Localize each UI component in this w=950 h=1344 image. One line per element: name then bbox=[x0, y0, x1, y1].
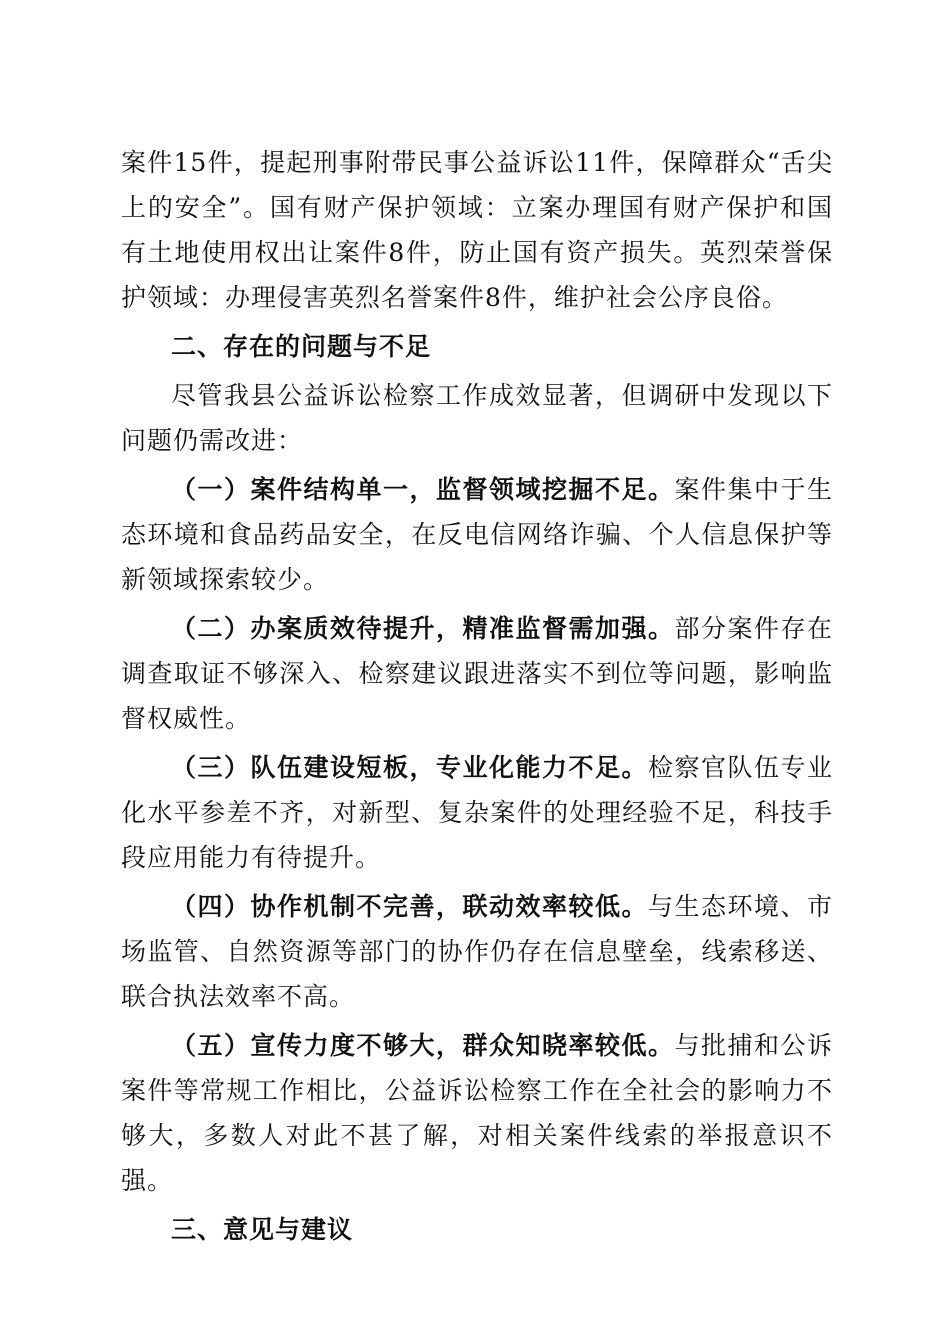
issue-paragraph-2 bbox=[121, 606, 833, 741]
issue-paragraph-3 bbox=[121, 745, 833, 880]
issue-title-1: （一）案件结构单一，监督领域挖掘不足。 bbox=[171, 475, 675, 504]
issue-paragraph-5 bbox=[121, 1023, 833, 1203]
issue-body-4: 与生态环境、市场监管、自然资源等部门的协作仍存在信息壁垒，线索移送、联合执法效率不高。 bbox=[121, 892, 833, 1011]
issue-paragraph-1 bbox=[121, 467, 833, 602]
issue-body-5: 与批捕和公诉案件等常规工作相比，公益诉讼检察工作在全社会的影响力不够大，多数人对此不甚了解，对相关案件线索的举报意识不强。 bbox=[121, 1031, 833, 1195]
issue-body-1: 案件集中于生态环境和食品药品安全，在反电信网络诈骗、个人信息保护等新领域探索较少。 bbox=[121, 475, 833, 594]
issue-paragraph-4 bbox=[121, 884, 833, 1019]
issue-title-3: （三）队伍建设短板，专业化能力不足。 bbox=[171, 753, 648, 782]
paragraph-intro: 案件15件，提起刑事附带民事公益诉讼11件，保障群众“舌尖上的安全”。国有财产保护领域：立案办理国有财产保护和国有土地使用权出让案件8件，防止国有资产损失。英烈荣誉保护领域：办理侵害英烈名誉案件8件，维护社会公序良俗。 bbox=[121, 148, 833, 312]
section-heading-suggestions: 三、意见与建议 bbox=[171, 1215, 354, 1244]
issue-title-2: （二）办案质效待提升，精准监督需加强。 bbox=[171, 614, 675, 643]
issue-title-4: （四）协作机制不完善，联动效率较低。 bbox=[171, 892, 648, 921]
section-heading-problems: 二、存在的问题与不足 bbox=[171, 332, 432, 361]
issue-body-2: 部分案件存在调查取证不够深入、检察建议跟进落实不到位等问题，影响监督权威性。 bbox=[121, 614, 833, 733]
document-body bbox=[121, 140, 833, 1252]
issue-title-5: （五）宣传力度不够大，群众知晓率较低。 bbox=[171, 1031, 675, 1060]
issue-body-3: 检察官队伍专业化水平参差不齐，对新型、复杂案件的处理经验不足，科技手段应用能力有待提升。 bbox=[121, 753, 833, 872]
paragraph-problems-intro: 尽管我县公益诉讼检察工作成效显著，但调研中发现以下问题仍需改进： bbox=[121, 381, 833, 455]
